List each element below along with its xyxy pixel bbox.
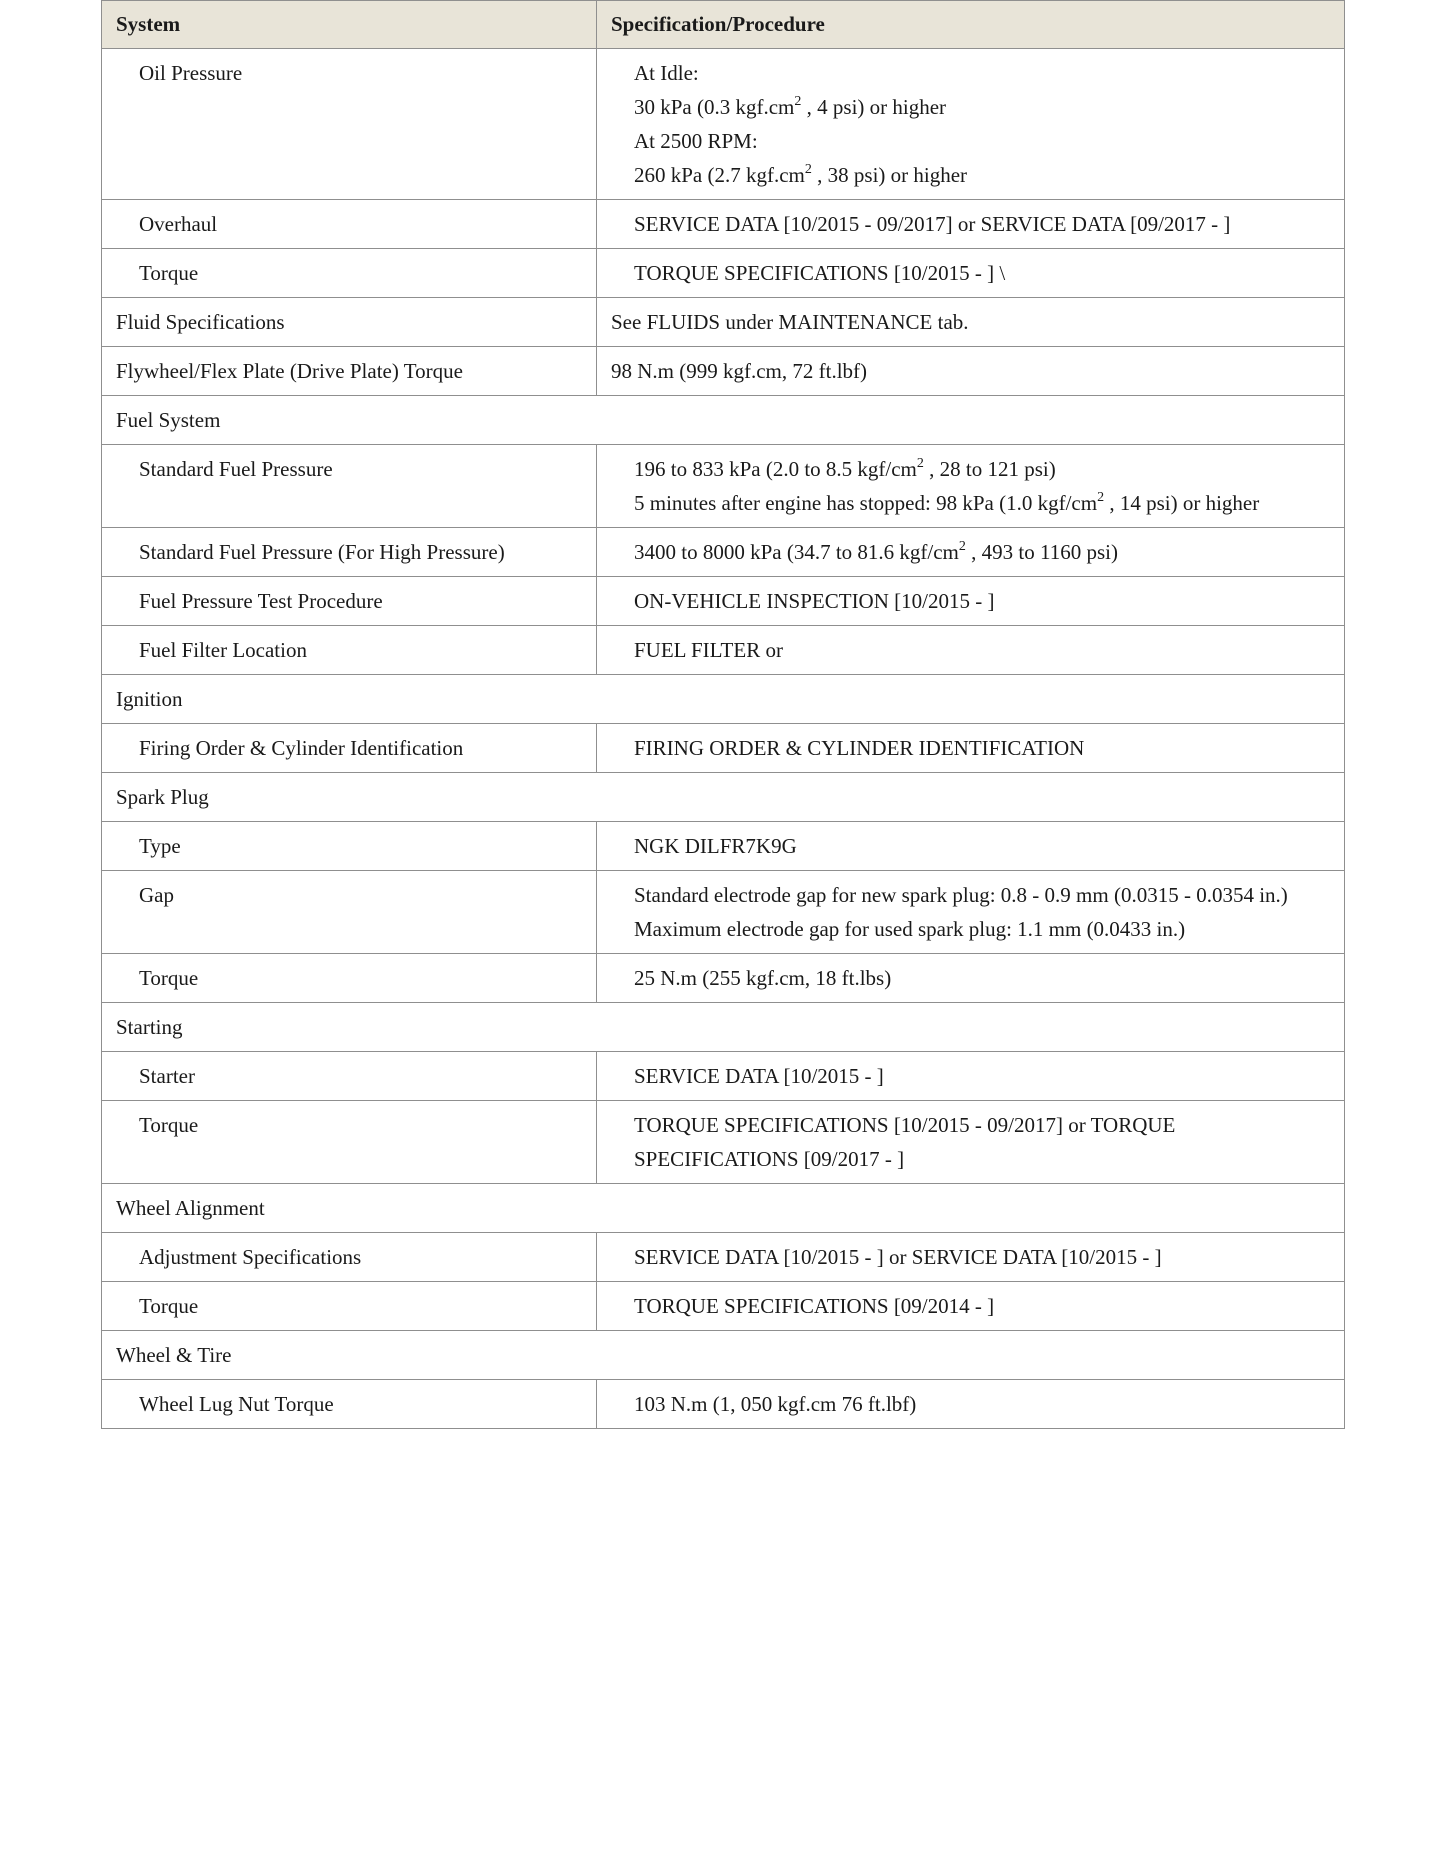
system-cell: Adjustment Specifications [102,1233,597,1282]
system-cell: Torque [102,1282,597,1331]
system-cell: Torque [102,1101,597,1184]
column-header-specification: Specification/Procedure [597,1,1345,49]
specification-line: FUEL FILTER or [634,638,783,662]
table-row [102,822,1345,871]
section-heading: Starting [102,1003,1345,1052]
table-row [102,49,1345,200]
specification-cell [597,871,1345,954]
specification-cell [597,445,1345,528]
specification-cell [597,954,1345,1003]
section-row [102,396,1345,445]
specification-line: ON-VEHICLE INSPECTION [10/2015 - ] [634,589,995,613]
system-cell: Standard Fuel Pressure [102,445,597,528]
system-cell: Flywheel/Flex Plate (Drive Plate) Torque [102,347,597,396]
table-row [102,298,1345,347]
specification-line: At 2500 RPM: [634,129,758,153]
table-row [102,249,1345,298]
table-row [102,1282,1345,1331]
table-row [102,445,1345,528]
table-row [102,1233,1345,1282]
specification-line: 260 kPa (2.7 $kgf.cm^2$ , 38 psi) or higher [634,162,968,187]
specification-line: TORQUE SPECIFICATIONS [09/2014 - ] [634,1294,995,1318]
specification-cell [597,49,1345,200]
specification-line: 103 N.m (1, 050 kgf.cm 76 ft.lbf) [634,1392,917,1416]
specification-cell [597,1233,1345,1282]
system-cell: Overhaul [102,200,597,249]
section-row [102,1184,1345,1233]
specification-cell [597,528,1345,577]
specification-cell [597,1052,1345,1101]
specification-line: At Idle: [634,61,699,85]
specification-line: See FLUIDS under MAINTENANCE tab. [611,310,969,334]
system-cell: Type [102,822,597,871]
section-heading: Fuel System [102,396,1345,445]
section-heading: Ignition [102,675,1345,724]
specification-line: Maximum electrode gap for used spark plug: 1.1 mm (0.0433 in.) [634,917,1186,941]
specification-line: SERVICE DATA [10/2015 - ] or SERVICE DATA [10/2015 - ] [634,1245,1162,1269]
table-row [102,1380,1345,1429]
specification-cell [597,626,1345,675]
system-cell: Wheel Lug Nut Torque [102,1380,597,1429]
specification-cell [597,822,1345,871]
specification-line: 98 N.m (999 kgf.cm, 72 ft.lbf) [611,359,868,383]
table-row [102,871,1345,954]
system-cell: Firing Order & Cylinder Identification [102,724,597,773]
table-row [102,724,1345,773]
table-body [102,49,1345,1429]
system-cell: Fluid Specifications [102,298,597,347]
table-row [102,577,1345,626]
specification-line: FIRING ORDER & CYLINDER IDENTIFICATION [634,736,1085,760]
section-row [102,1003,1345,1052]
system-cell: Oil Pressure [102,49,597,200]
system-cell: Fuel Pressure Test Procedure [102,577,597,626]
system-cell: Torque [102,249,597,298]
table-row [102,347,1345,396]
specification-cell [597,1380,1345,1429]
section-row [102,1331,1345,1380]
specification-line: Standard electrode gap for new spark plug: 0.8 - 0.9 mm (0.0315 - 0.0354 in.) [634,883,1288,907]
specification-line: 30 kPa (0.3 $kgf.cm^2$ , 4 psi) or higher [634,94,947,119]
specification-cell [597,1282,1345,1331]
specification-line: 25 N.m (255 kgf.cm, 18 ft.lbs) [634,966,892,990]
specification-line: TORQUE SPECIFICATIONS [10/2015 - 09/2017] or TORQUE SPECIFICATIONS [09/2017 - ] [634,1113,1176,1171]
specification-cell [597,200,1345,249]
system-cell: Gap [102,871,597,954]
specification-cell [597,249,1345,298]
table-row [102,200,1345,249]
section-heading: Spark Plug [102,773,1345,822]
table-row [102,528,1345,577]
column-header-system: System [102,1,597,49]
specification-cell [597,724,1345,773]
system-cell: Starter [102,1052,597,1101]
specification-cell [597,1101,1345,1184]
section-row [102,675,1345,724]
system-cell: Torque [102,954,597,1003]
specification-line: 196 to 833 kPa (2.0 to 8.5 kgf/$cm^2$ , 28 to 121 psi) [634,456,1056,481]
specification-line: 3400 to 8000 kPa (34.7 to 81.6 kgf/$cm^2$ , 493 to 1160 psi) [634,539,1118,564]
table-row [102,1101,1345,1184]
table-row [102,1052,1345,1101]
specification-cell [597,347,1345,396]
system-cell: Standard Fuel Pressure (For High Pressure) [102,528,597,577]
specification-line: NGK DILFR7K9G [634,834,797,858]
section-row [102,773,1345,822]
specification-cell [597,298,1345,347]
system-cell: Fuel Filter Location [102,626,597,675]
specification-line: 5 minutes after engine has stopped: 98 kPa (1.0 kgf/$cm^2$ , 14 psi) or higher [634,490,1260,515]
section-heading: Wheel Alignment [102,1184,1345,1233]
specification-cell [597,577,1345,626]
specification-line: SERVICE DATA [10/2015 - ] [634,1064,884,1088]
specification-line: TORQUE SPECIFICATIONS [10/2015 - ] \ [634,261,1006,285]
table-row [102,626,1345,675]
specification-line: SERVICE DATA [10/2015 - 09/2017] or SERVICE DATA [09/2017 - ] [634,212,1231,236]
table-header-row [102,1,1345,49]
section-heading: Wheel & Tire [102,1331,1345,1380]
table-row [102,954,1345,1003]
spec-table [101,0,1345,1429]
